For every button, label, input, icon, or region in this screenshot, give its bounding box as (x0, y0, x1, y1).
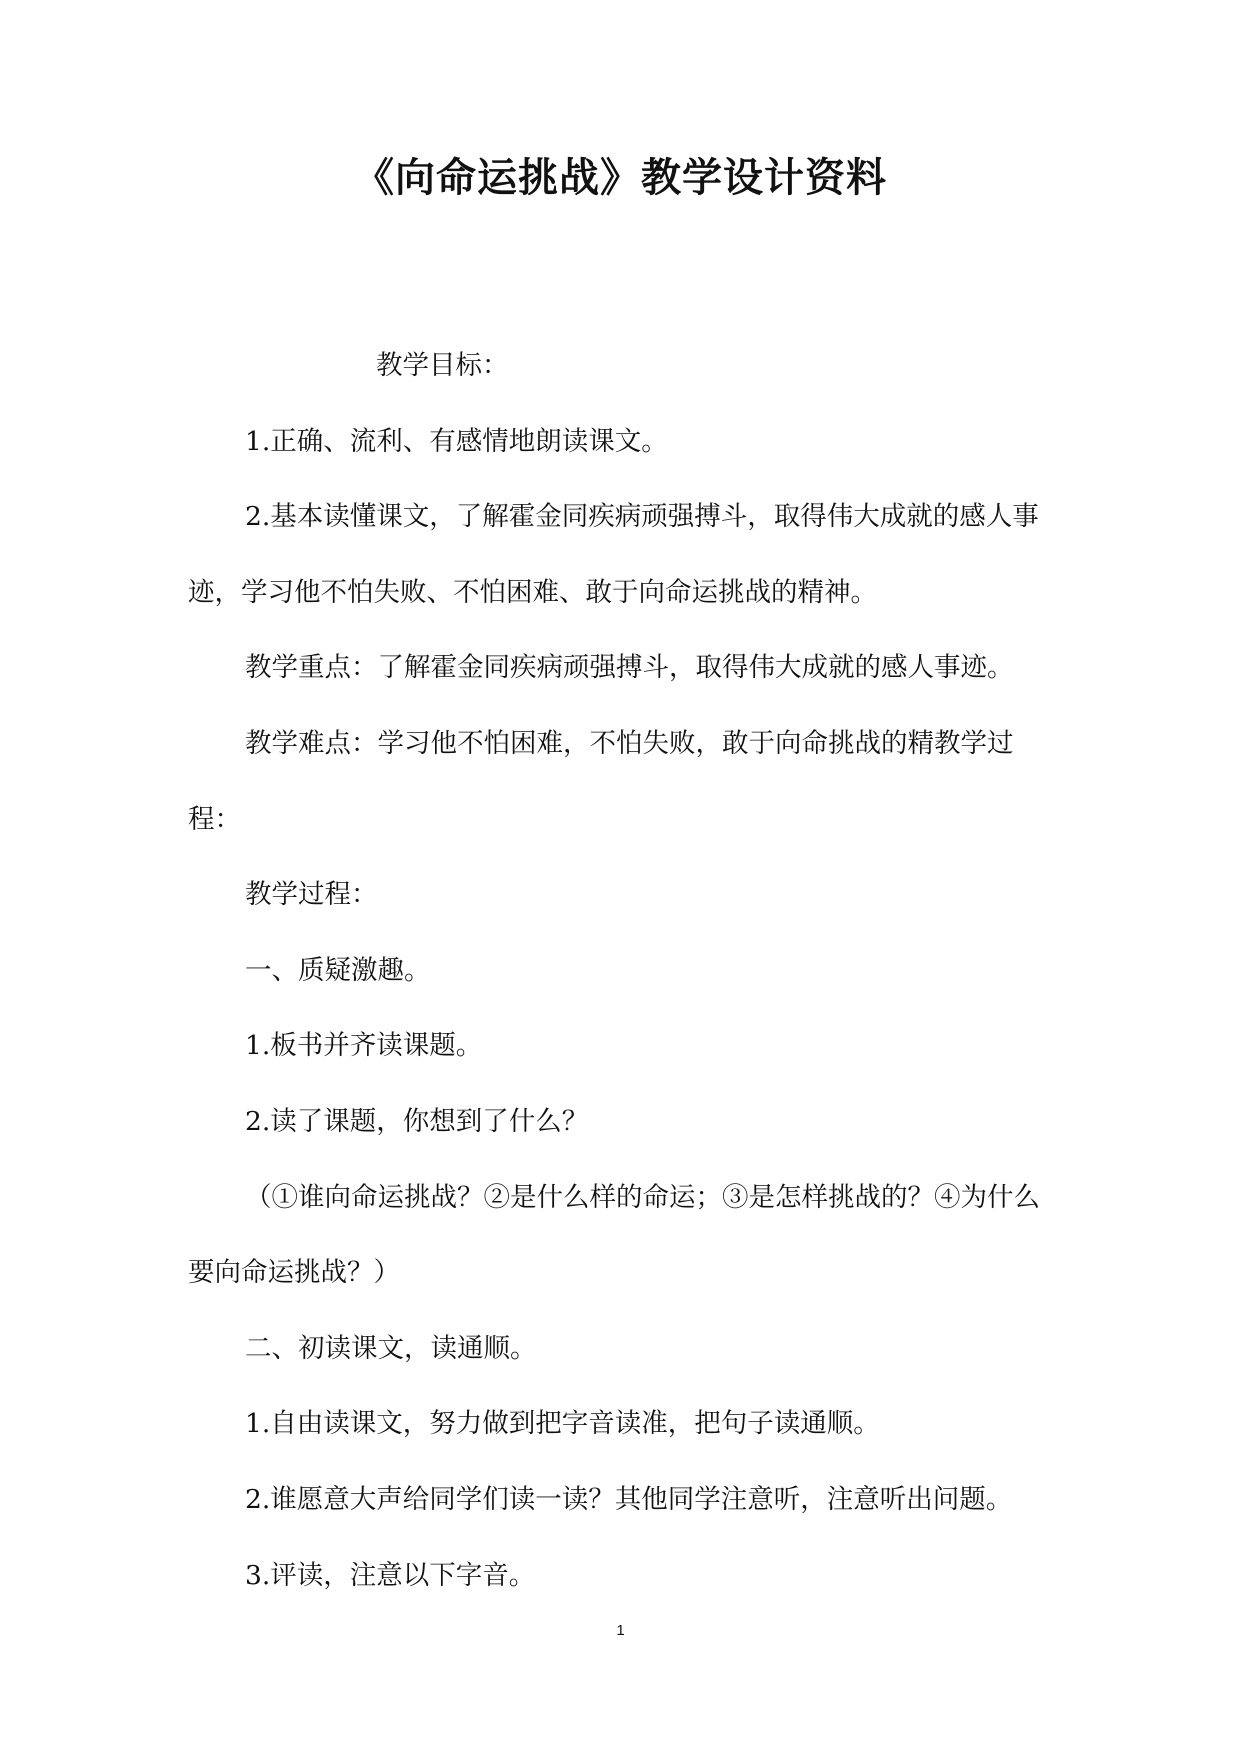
paragraph: （①谁向命运挑战？②是什么样的命运；③是怎样挑战的？④为什么要向命运挑战？） (188, 1181, 1040, 1289)
paragraph-objectives-heading: 教学目标： (376, 350, 509, 381)
document-title: 《向命运挑战》教学设计资料 (354, 155, 887, 201)
paragraph: 一、质疑激趣。 (245, 954, 431, 986)
paragraph: 2.谁愿意大声给同学们读一读？其他同学注意听，注意听出问题。 (245, 1483, 1013, 1515)
paragraph: 教学过程： (245, 879, 378, 911)
paragraph: 教学重点：了解霍金同疾病顽强搏斗，取得伟大成就的感人事迹。 (245, 652, 1014, 684)
paragraph: 二、初读课文，读通顺。 (245, 1332, 537, 1364)
paragraph: 1.板书并齐读课题。 (245, 1030, 483, 1062)
document-body (188, 328, 1056, 1613)
paragraph: 1.正确、流利、有感情地朗读课文。 (245, 425, 668, 457)
paragraph: 1.自由读课文，努力做到把字音读准，把句子读通顺。 (245, 1408, 880, 1440)
paragraph: 3.评读，注意以下字音。 (245, 1559, 536, 1591)
page-number: 1 (616, 1622, 625, 1639)
paragraph: 2.读了课题，你想到了什么？ (245, 1105, 589, 1137)
paragraph: 2.基本读懂课文，了解霍金同疾病顽强搏斗，取得伟大成就的感人事迹，学习他不怕失败、不怕困难、敢于向命运挑战的精神。 (188, 501, 1039, 608)
paragraph: 教学难点：学习他不怕困难，不怕失败，敢于向命挑战的精教学过程： (188, 727, 1014, 835)
